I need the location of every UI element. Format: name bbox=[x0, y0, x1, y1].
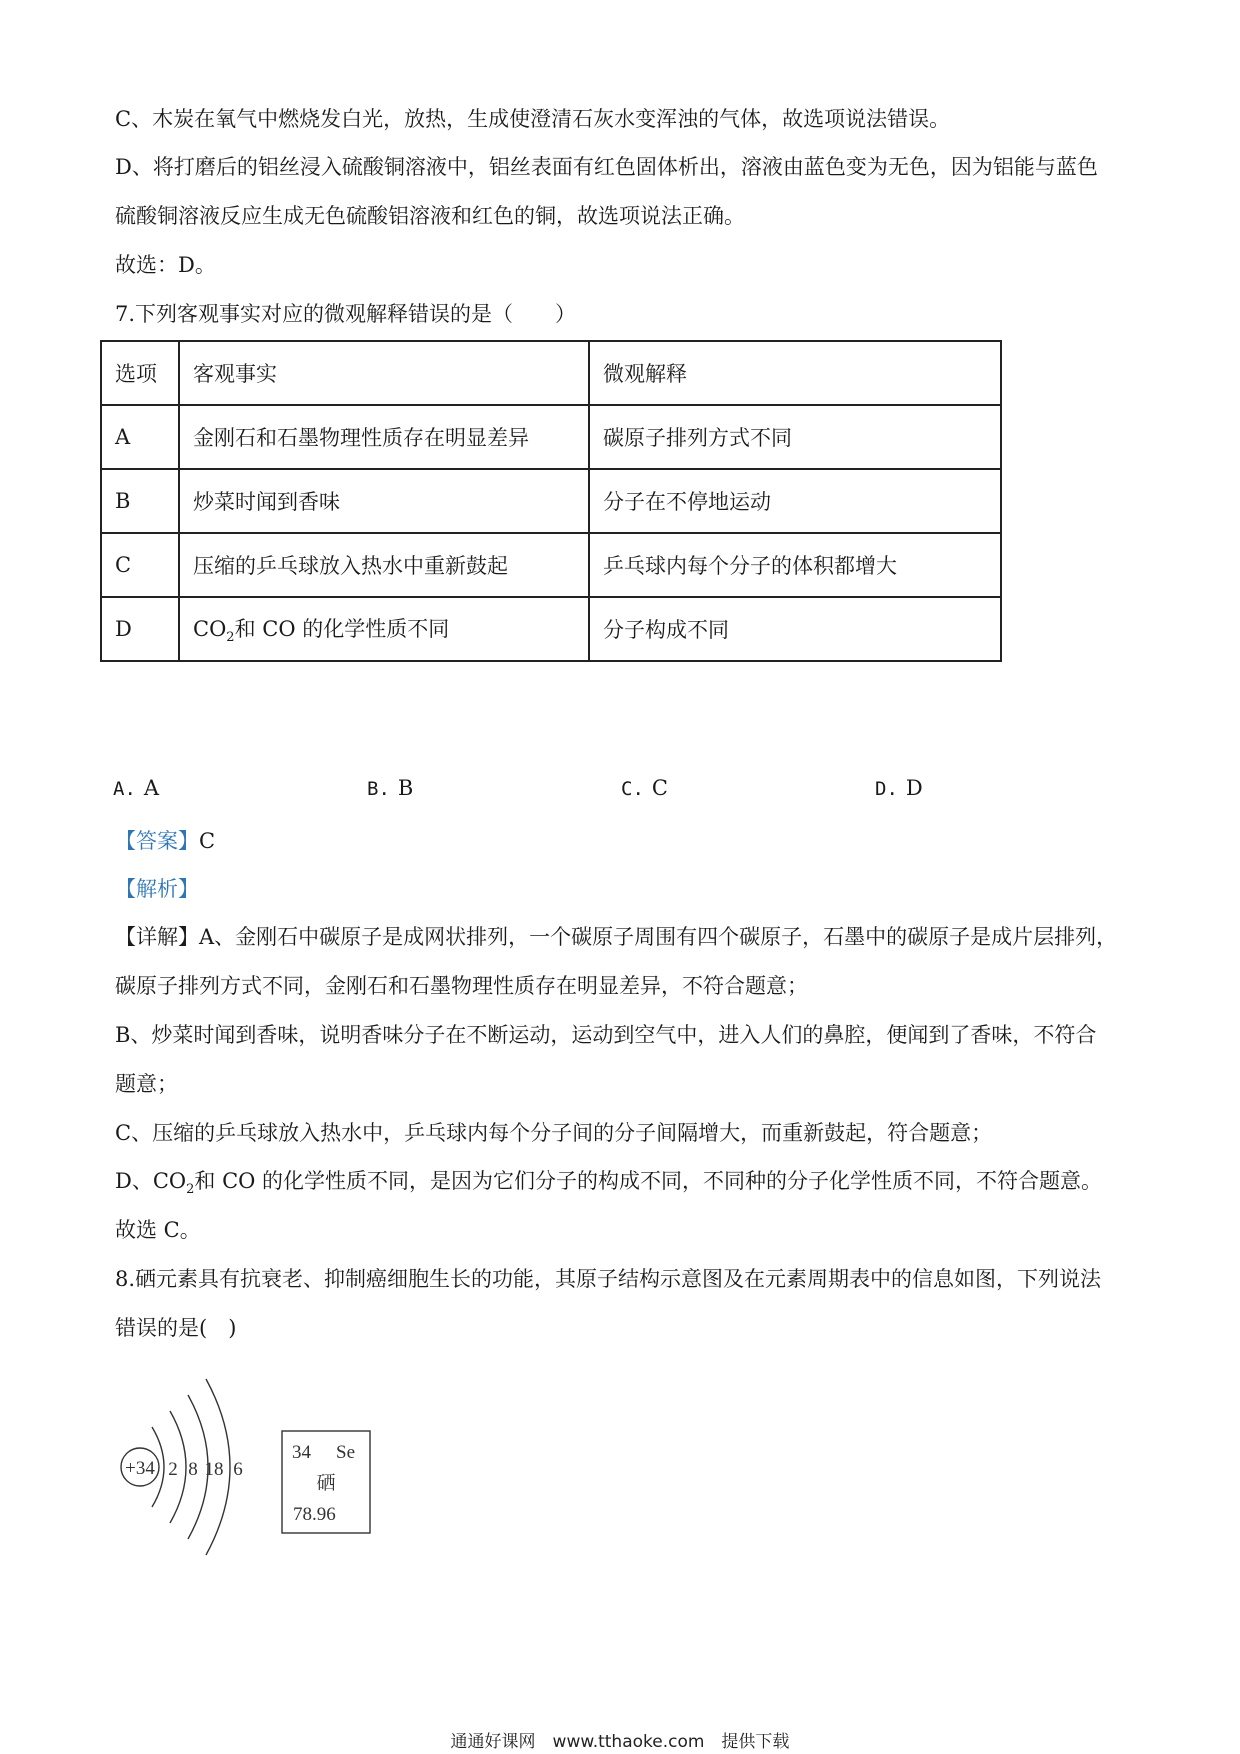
table-row bbox=[101, 405, 1001, 469]
fact-formula: CO bbox=[193, 616, 227, 641]
row-option: D bbox=[101, 597, 179, 661]
choice-d bbox=[875, 776, 923, 800]
detail-line-2: 碳原子排列方式不同，金刚石和石墨物理性质存在明显差异，不符合题意； bbox=[115, 974, 808, 998]
row-fact: 炒菜时闻到香味 bbox=[179, 469, 589, 533]
header-explain: 微观解释 bbox=[589, 341, 1001, 405]
shell-count: 18 bbox=[204, 1459, 224, 1480]
table-row bbox=[101, 533, 1001, 597]
detail-line-5: C、压缩的乒乓球放入热水中，乒乓球内每个分子间的分子间隔增大，而重新鼓起，符合题意； bbox=[115, 1121, 993, 1145]
choice-letter: C. bbox=[621, 778, 644, 800]
element-symbol: Se bbox=[336, 1442, 355, 1463]
choice-text: A bbox=[143, 776, 160, 800]
row-fact: 压缩的乒乓球放入热水中重新鼓起 bbox=[179, 533, 589, 597]
row-explain: 分子构成不同 bbox=[589, 597, 1001, 661]
detail-subscript: 2 bbox=[186, 1182, 195, 1198]
header-option: 选项 bbox=[101, 341, 179, 405]
q7-conclusion: 故选 C。 bbox=[115, 1218, 201, 1242]
answer-line bbox=[115, 826, 215, 856]
element-card bbox=[282, 1431, 370, 1533]
answer-label: 【答案】 bbox=[115, 829, 199, 853]
prev-conclusion: 故选：D。 bbox=[115, 253, 216, 277]
selenium-diagram bbox=[110, 1365, 390, 1565]
choice-letter: D. bbox=[875, 778, 898, 800]
row-fact: 金刚石和石墨物理性质存在明显差异 bbox=[179, 405, 589, 469]
choice-letter: A. bbox=[113, 778, 136, 800]
header-fact: 客观事实 bbox=[179, 341, 589, 405]
row-fact bbox=[179, 597, 589, 661]
atomic-number: 34 bbox=[292, 1442, 311, 1463]
analysis-label: 【解析】 bbox=[115, 877, 199, 901]
row-option: A bbox=[101, 405, 179, 469]
row-explain: 乒乓球内每个分子的体积都增大 bbox=[589, 533, 1001, 597]
detail-formula: D、CO bbox=[115, 1169, 187, 1193]
q8-stem-1: 8.硒元素具有抗衰老、抑制癌细胞生长的功能，其原子结构示意图及在元素周期表中的信息如图，下列说法 bbox=[115, 1267, 1102, 1291]
detail-line-1 bbox=[115, 922, 1117, 952]
detail-line-4: 题意； bbox=[115, 1072, 178, 1096]
q7-table bbox=[100, 340, 1002, 662]
choice-letter: B. bbox=[367, 778, 390, 800]
row-option: B bbox=[101, 469, 179, 533]
element-name: 硒 bbox=[316, 1472, 336, 1494]
row-explain: 碳原子排列方式不同 bbox=[589, 405, 1001, 469]
q7-stem: 7.下列客观事实对应的微观解释错误的是（ ） bbox=[115, 302, 577, 326]
prev-line-3: 硫酸铜溶液反应生成无色硫酸铝溶液和红色的铜，故选项说法正确。 bbox=[115, 204, 745, 228]
atomic-mass: 78.96 bbox=[293, 1504, 336, 1525]
shell-count: 2 bbox=[168, 1459, 178, 1480]
prev-line-1: C、木炭在氧气中燃烧发白光，放热，生成使澄清石灰水变浑浊的气体，故选项说法错误。 bbox=[115, 107, 951, 131]
choice-b bbox=[367, 776, 413, 800]
fact-subscript: 2 bbox=[226, 630, 235, 646]
detail-line-6 bbox=[115, 1166, 1102, 1205]
choice-a bbox=[113, 776, 159, 800]
nucleus-charge: +34 bbox=[125, 1458, 155, 1479]
row-option: C bbox=[101, 533, 179, 597]
detail-line-3: B、炒菜时闻到香味，说明香味分子在不断运动，运动到空气中，进入人们的鼻腔，便闻到了香味，不符合 bbox=[115, 1023, 1097, 1047]
page-footer: 通通好课网 www.tthaoke.com 提供下载 bbox=[450, 1732, 790, 1752]
q8-stem-2: 错误的是( ) bbox=[115, 1316, 237, 1340]
shell-count: 8 bbox=[188, 1459, 198, 1480]
table-row bbox=[101, 597, 1001, 661]
choice-c bbox=[621, 776, 668, 800]
shell-count: 6 bbox=[233, 1459, 243, 1480]
detail-text: A、金刚石中碳原子是成网状排列，一个碳原子周围有四个碳原子，石墨中的碳原子是成片层排列， bbox=[199, 925, 1118, 949]
choice-text: D bbox=[905, 776, 923, 800]
table-header-row bbox=[101, 341, 1001, 405]
detail-rest: 和 CO 的化学性质不同，是因为它们分子的构成不同，不同种的分子化学性质不同，不符合题意。 bbox=[194, 1169, 1103, 1193]
choice-text: C bbox=[651, 776, 668, 800]
answer-value: C bbox=[199, 829, 216, 853]
detail-label: 【详解】 bbox=[115, 925, 199, 949]
fact-rest: 和 CO 的化学性质不同 bbox=[234, 616, 450, 641]
prev-line-2: D、将打磨后的铝丝浸入硫酸铜溶液中，铝丝表面有红色固体析出，溶液由蓝色变为无色，因为铝能与蓝色 bbox=[115, 155, 1098, 179]
table-row bbox=[101, 469, 1001, 533]
row-explain: 分子在不停地运动 bbox=[589, 469, 1001, 533]
choice-text: B bbox=[397, 776, 414, 800]
